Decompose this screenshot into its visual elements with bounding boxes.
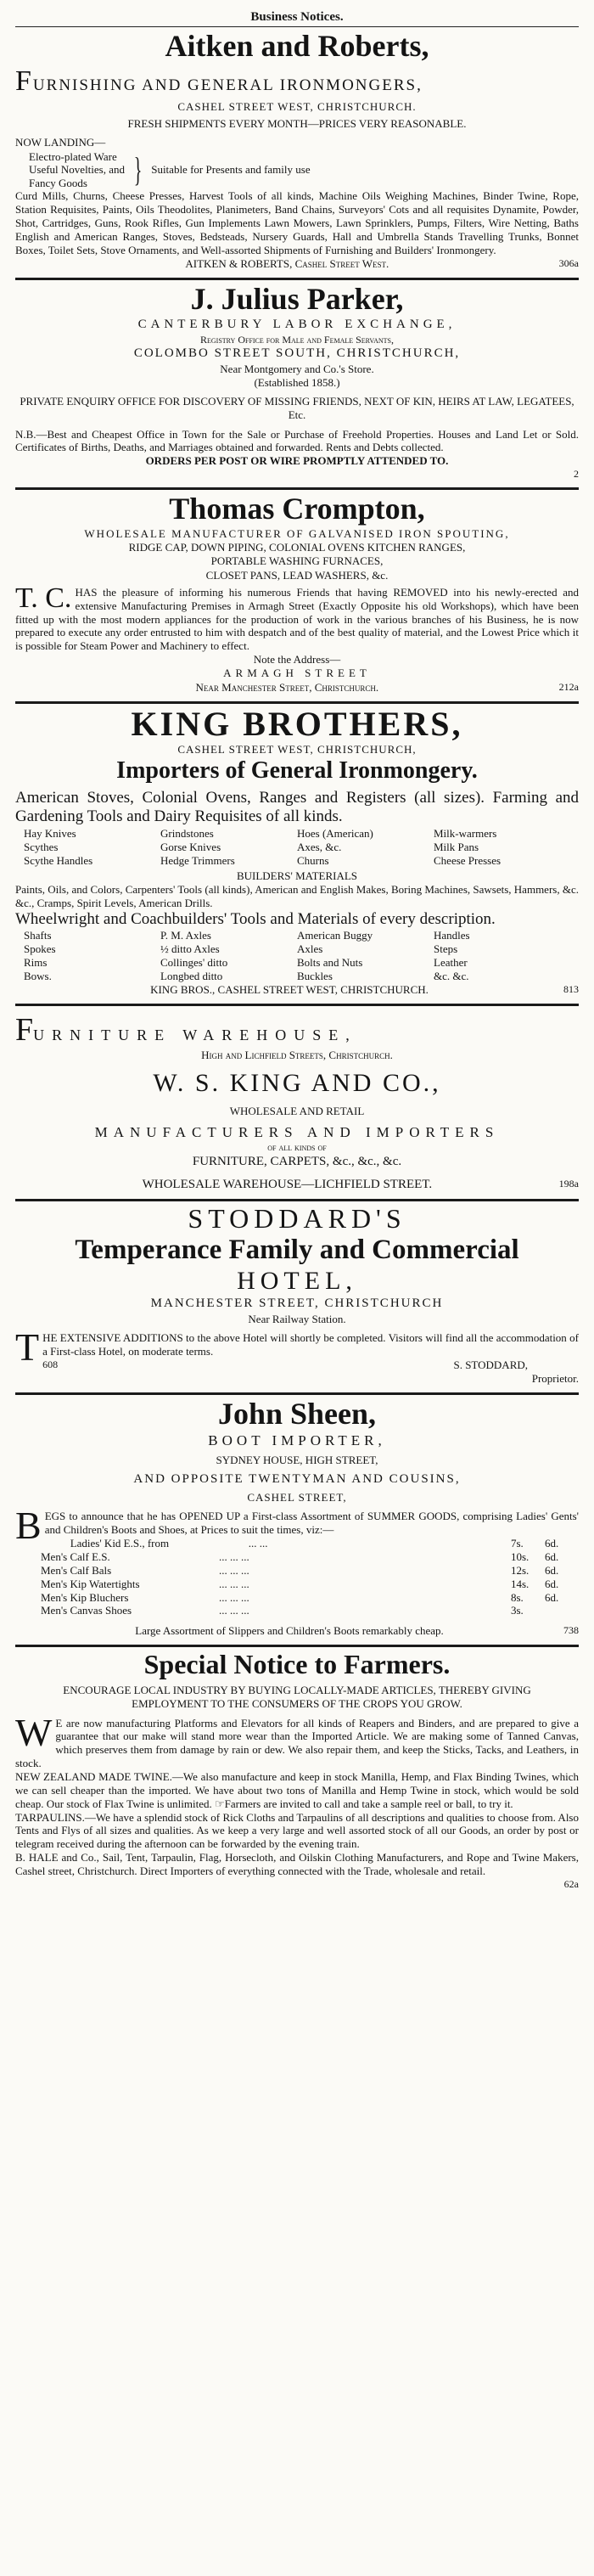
price-list: [15, 1537, 579, 1617]
ad-role: Proprietor.: [531, 1371, 579, 1385]
grid-item: Gorse Knives: [160, 840, 221, 853]
grid-item: Axes, &c.: [297, 840, 342, 853]
price-s: 10s.: [511, 1550, 530, 1563]
grid-item: Collinges' ditto: [160, 956, 228, 970]
brace-item: Fancy Goods: [29, 176, 87, 189]
grid-item: Milk-warmers: [434, 827, 497, 841]
ad-builders-text: Paints, Oils, and Colors, Carpenters' Tools (all kinds), American and English Makes, Boring Machines, Sawsets, Hammers, &c. &c., Cramps, Spirit Levels, American Drills.: [15, 882, 579, 909]
price-item: Ladies' Kid E.S., from: [70, 1537, 170, 1550]
grid-item: Rims: [24, 956, 48, 970]
grid-item: Buckles: [297, 970, 333, 983]
grid-item: ½ ditto Axles: [160, 942, 220, 956]
grid-item: Cheese Presses: [434, 853, 502, 867]
grid-item: Longbed ditto: [160, 970, 223, 983]
ad-parker: [15, 280, 579, 491]
ad-established: (Established 1858.): [254, 375, 340, 389]
price-item: Men's Canvas Shoes: [41, 1604, 132, 1617]
ad-house: SYDNEY HOUSE, HIGH STREET,: [216, 1454, 378, 1467]
ad-ref: 2: [574, 468, 579, 481]
ad-ref: 608: [42, 1358, 59, 1370]
subtitle-text: URNISHING AND GENERAL IRONMONGERS,: [32, 76, 423, 95]
drop-cap: B: [15, 1504, 42, 1548]
ad-registry: Registry Office for Male and Female Servants,: [199, 333, 395, 346]
goods-grid: [15, 827, 579, 868]
ad-body: Curd Mills, Churns, Cheese Presses, Harvest Tools of all kinds, Machine Oils Weighing Machines, Binder Twine, Rope, Station Requisites, Paints, Oils Theodolites, Planimeters, Band Chains, Surveyors' Cots and all requisites Dynamite, Powder, Shot, Cartridges, Guns, Rook Rifles, Gun Implements Lawn Mowers, Lawn Sprinklers, Pumps, Filters, Wire Netting, Baths English and American Ranges, Stoves, Bedsteads, Nursery Guards, Hall and Umbrella Stands Travelling Trunks, Bonnet Boxes, Toilet Sets, Stove Ornaments, and Well-assorted Shipments of Furnishing and Builders' Ironmongery.: [15, 189, 579, 256]
ad-sheen: [15, 1395, 579, 1647]
grid-item: American Buggy: [297, 929, 373, 942]
price-s: 8s.: [511, 1590, 524, 1604]
ad-footer: [15, 1178, 579, 1192]
price-d: 6d.: [545, 1563, 559, 1577]
ad-intro: American Stoves, Colonial Ovens, Ranges and Registers (all sizes). Farming and Gardening Tools and Dairy Requisites of all kinds.: [15, 788, 579, 826]
ad-firm: W. S. KING AND CO.,: [153, 1069, 441, 1098]
price-row: [45, 1537, 579, 1550]
grid-item: Steps: [434, 942, 458, 956]
price-dots: ... ...: [248, 1537, 268, 1550]
price-dots: ... ... ...: [219, 1590, 249, 1604]
ad-title: STODDARD'S: [188, 1203, 406, 1235]
ad-subtitle: CANTERBURY LABOR EXCHANGE,: [137, 318, 457, 332]
ad-king-brothers: [15, 704, 579, 1006]
price-row: [15, 1550, 579, 1564]
brace-item: Useful Novelties, and: [29, 163, 126, 177]
price-dots: ... ... ...: [219, 1563, 249, 1577]
ad-near: Near Montgomery and Co.'s Store.: [220, 362, 374, 375]
ad-title: KING BROTHERS,: [131, 704, 463, 743]
drop-cap: T: [15, 1325, 40, 1369]
brace-items: [29, 150, 125, 190]
ad-warehouse: WHOLESALE WAREHOUSE—LICHFIELD STREET.: [142, 1178, 433, 1192]
ad-goods: FURNITURE, CARPETS, &c., &c., &c.: [192, 1154, 402, 1168]
ad-address: MANCHESTER STREET, CHRISTCHURCH: [150, 1296, 444, 1311]
price-dots: ... ... ...: [219, 1577, 249, 1590]
ad-address: CASHEL STREET WEST, CHRISTCHURCH.: [177, 99, 417, 113]
price-d: [545, 1604, 579, 1617]
drop-cap: W: [15, 1710, 53, 1754]
brace-item: Electro-plated Ware: [29, 149, 117, 163]
ad-address: High and Lichfield Streets, Christchurch.: [201, 1048, 393, 1061]
ad-near: Near Railway Station.: [248, 1312, 346, 1325]
ad-opp: AND OPPOSITE TWENTYMAN AND COUSINS,: [133, 1471, 461, 1486]
ad-ref: 212a: [558, 680, 579, 693]
price-s: 12s.: [511, 1563, 530, 1577]
ad-private: PRIVATE ENQUIRY OFFICE FOR DISCOVERY OF MISSING FRIENDS, NEXT OF KIN, HEIRS AT LAW, LEGATEES, Etc.: [20, 395, 574, 422]
ad-ws: WHOLESALE AND RETAIL: [229, 1104, 365, 1117]
ad-farmers: [15, 1647, 579, 1894]
grid-item: Shafts: [24, 929, 52, 942]
ad-line: WHOLESALE MANUFACTURER OF GALVANISED IRON SPOUTING,: [84, 526, 510, 540]
price-s: 7s.: [511, 1537, 524, 1550]
ad-stoddard: [15, 1201, 579, 1395]
ad-title: John Sheen,: [217, 1396, 377, 1431]
ad-title: Aitken and Roberts,: [165, 29, 429, 63]
ad-builders: BUILDERS' MATERIALS: [236, 869, 358, 882]
grid-item: Bolts and Nuts: [297, 956, 363, 970]
ad-importers: Importers of General Ironmongery.: [116, 756, 478, 784]
grid-item: Hedge Trimmers: [160, 853, 235, 867]
price-row: [15, 1604, 579, 1617]
price-dots: ... ... ...: [219, 1550, 249, 1563]
grid-item: Handles: [434, 929, 470, 942]
ad-body: HE EXTENSIVE ADDITIONS to the above Hotel will shortly be completed. Visitors will find all the accommodation of a First-class Hotel, on moderate terms.: [42, 1330, 579, 1358]
price-item: Men's Kip Bluchers: [41, 1590, 129, 1604]
grid-item: Bows.: [24, 970, 52, 983]
ad-footer: [15, 983, 579, 997]
ad-ref: 738: [563, 1624, 579, 1637]
ad-address: COLOMBO STREET SOUTH, CHRISTCHURCH,: [133, 346, 461, 360]
grid-item: P. M. Axles: [160, 929, 211, 942]
ad-fresh: FRESH SHIPMENTS EVERY MONTH—PRICES VERY REASONABLE.: [127, 117, 467, 131]
price-item: Men's Calf E.S.: [41, 1550, 110, 1563]
price-row: [15, 1591, 579, 1605]
grid-item: Leather: [434, 956, 468, 970]
price-d: 6d.: [545, 1537, 559, 1550]
grid-item: Hay Knives: [24, 827, 76, 841]
brace-block: [15, 150, 579, 190]
price-d: 6d.: [545, 1577, 559, 1590]
ad-body: EGS to announce that he has OPENED UP a First-class Assortment of SUMMER GOODS, comprising Ladies' Gents' and Children's Boots and Shoes, at Prices to suit the times, viz:—: [44, 1510, 579, 1537]
ad-ref: 813: [563, 982, 579, 995]
price-row: [15, 1578, 579, 1591]
ad-title: Special Notice to Farmers.: [143, 1649, 451, 1680]
ad-footer: [15, 681, 579, 695]
price-s: 14s.: [511, 1577, 530, 1590]
ad-encourage: ENCOURAGE LOCAL INDUSTRY BY BUYING LOCALLY-MADE ARTICLES, THEREBY GIVING EMPLOYMENT TO THE CONSUMERS OF THE CROPS YOU GROW.: [63, 1684, 531, 1711]
ad-ref: 62a: [563, 1877, 579, 1890]
ad-line: CLOSET PANS, LEAD WASHERS, &c.: [205, 568, 389, 582]
title-text: URNITURE WAREHOUSE,: [33, 1026, 357, 1043]
grid-item: Hoes (American): [297, 827, 373, 841]
price-item: Men's Kip Watertights: [41, 1577, 140, 1590]
grid-item: Milk Pans: [434, 840, 479, 853]
ad-aitken-roberts: [15, 27, 579, 280]
brace-icon: }: [133, 150, 143, 189]
price-s: 3s.: [511, 1604, 524, 1617]
price-dots: ... ... ...: [219, 1604, 249, 1617]
brace-text: Suitable for Presents and family use: [151, 163, 311, 177]
ad-all: of all kinds of: [267, 1141, 327, 1154]
ad-near: Near Manchester Street, Christchurch.: [195, 680, 379, 694]
goods-grid: [15, 929, 579, 982]
ad-footer: [42, 1358, 579, 1372]
drop-cap: T. C.: [15, 582, 72, 614]
ad-title2: Temperance Family and Commercial: [75, 1235, 519, 1266]
ad-now-landing: NOW LANDING—: [15, 136, 106, 149]
ad-title: Thomas Crompton,: [169, 492, 425, 526]
ad-address: CASHEL STREET WEST, CHRISTCHURCH,: [177, 742, 417, 756]
price-d: 6d.: [545, 1590, 559, 1604]
price-row: [15, 1564, 579, 1578]
ad-line: RIDGE CAP, DOWN PIPING, COLONIAL OVENS KITCHEN RANGES,: [128, 541, 466, 554]
grid-item: Axles: [297, 942, 323, 956]
ad-furniture: [15, 1006, 579, 1201]
ad-signature: KING BROS., CASHEL STREET WEST, CHRISTCHURCH.: [150, 982, 429, 996]
ad-note: Note the Address—: [253, 653, 341, 666]
ad-ref: 198a: [558, 1178, 579, 1190]
ad-body: HAS the pleasure of informing his numerous Friends that having REMOVED into his newly-erected and extensive Manufacturing Premises in Armagh Street (Exactly Opposite his old Workshops), which have been fitted up with the most modern appliances for the production of work in the various branches of his Business, he is now prepared to execute any order entrusted to him with despatch and of the best quality of material, and the Lowest Price which it is possible for Steam Power and Machinery to effect.: [15, 585, 579, 653]
grid-item: Grindstones: [160, 827, 214, 841]
ad-body-block: [15, 582, 579, 653]
ad-wheel: Wheelwright and Coachbuilders' Tools and Materials of every description.: [15, 909, 496, 928]
ad-body-block: [15, 1710, 579, 1770]
ad-title: J. Julius Parker,: [190, 281, 404, 316]
ad-para: NEW ZEALAND MADE TWINE.—We also manufacture and keep in stock Manilla, Hemp, and Flax Binding Twines, which we can sell cheaper than the imported. We have about two tons of Manilla and Hemp Twine in stock, which would be sold cheap. Our stock of Flax Twine is unlimited. ☞Farmers are invited to call and take a sample reel or ball, to try it.: [15, 1770, 579, 1810]
price-d: 6d.: [545, 1550, 559, 1563]
ad-title: [15, 1011, 579, 1049]
ad-signature: S. STODDARD,: [453, 1358, 528, 1371]
grid-item: Spokes: [24, 942, 56, 956]
ad-para: TARPAULINS.—We have a splendid stock of Rick Cloths and Tarpaulins of all descriptions and qualities to choose from. Also Tents and Flys of all sizes and qualities. As we keep a very large and well assorted stock of all our Goods, an order by post or telegram received during the afternoon can be forwarded by the evening train.: [15, 1810, 579, 1851]
ad-crompton: [15, 490, 579, 703]
ad-subtitle: BOOT IMPORTER,: [208, 1432, 386, 1449]
ad-ref: 306a: [558, 256, 579, 269]
ad-orders: ORDERS PER POST OR WIRE PROMPTLY ATTENDED TO.: [145, 454, 449, 468]
ad-large: Large Assortment of Slippers and Children's Boots remarkably cheap.: [135, 1624, 444, 1638]
ad-body: N.B.—Best and Cheapest Office in Town for the Sale or Purchase of Freehold Properties. Houses and Land Let or Sold. Certificates of Births, Deaths, and Marriages obtained and forwarded. Rents and Debts collected.: [15, 427, 579, 454]
grid-item: Scythes: [24, 840, 59, 853]
ad-para: B. HALE and Co., Sail, Tent, Tarpaulin, Flag, Horsecloth, and Oilskin Clothing Manufacturers, and Rope and Twine Makers, Cashel street, Christchurch. Direct Importers of everything connected with the Trade, wholesale and retail.: [15, 1851, 579, 1878]
grid-item: &c. &c.: [434, 970, 469, 983]
ad-footer: [15, 1624, 579, 1638]
ad-cashel: CASHEL STREET,: [247, 1491, 347, 1505]
grid-item: Churns: [297, 853, 329, 867]
ad-mfr: MANUFACTURERS AND IMPORTERS: [94, 1123, 500, 1140]
grid-item: Scythe Handles: [24, 853, 93, 867]
drop-cap: F: [15, 1011, 34, 1048]
ad-street: ARMAGH STREET: [223, 666, 371, 680]
drop-cap: F: [15, 65, 33, 98]
page-header: Business Notices.: [15, 0, 579, 27]
ad-subtitle: [15, 64, 579, 100]
ad-signature: AITKEN & ROBERTS, Cashel Street West.: [185, 256, 389, 270]
ad-footer: [15, 257, 579, 271]
ad-para: E are now manufacturing Platforms and Elevators for all kinds of Reapers and Binders, and are prepared to give a guarantee that our make will stand more wear than the Imported Article. We are making some of Tanned Canvas, which preserves them from damage by rain or dew. We also repair them, and keep the Sticks, Tacks, and Leathers, in stock.: [15, 1716, 579, 1770]
ad-line: PORTABLE WASHING FURNACES,: [210, 554, 384, 568]
ad-hotel: HOTEL,: [237, 1267, 357, 1296]
price-item: Men's Calf Bals: [41, 1563, 112, 1577]
